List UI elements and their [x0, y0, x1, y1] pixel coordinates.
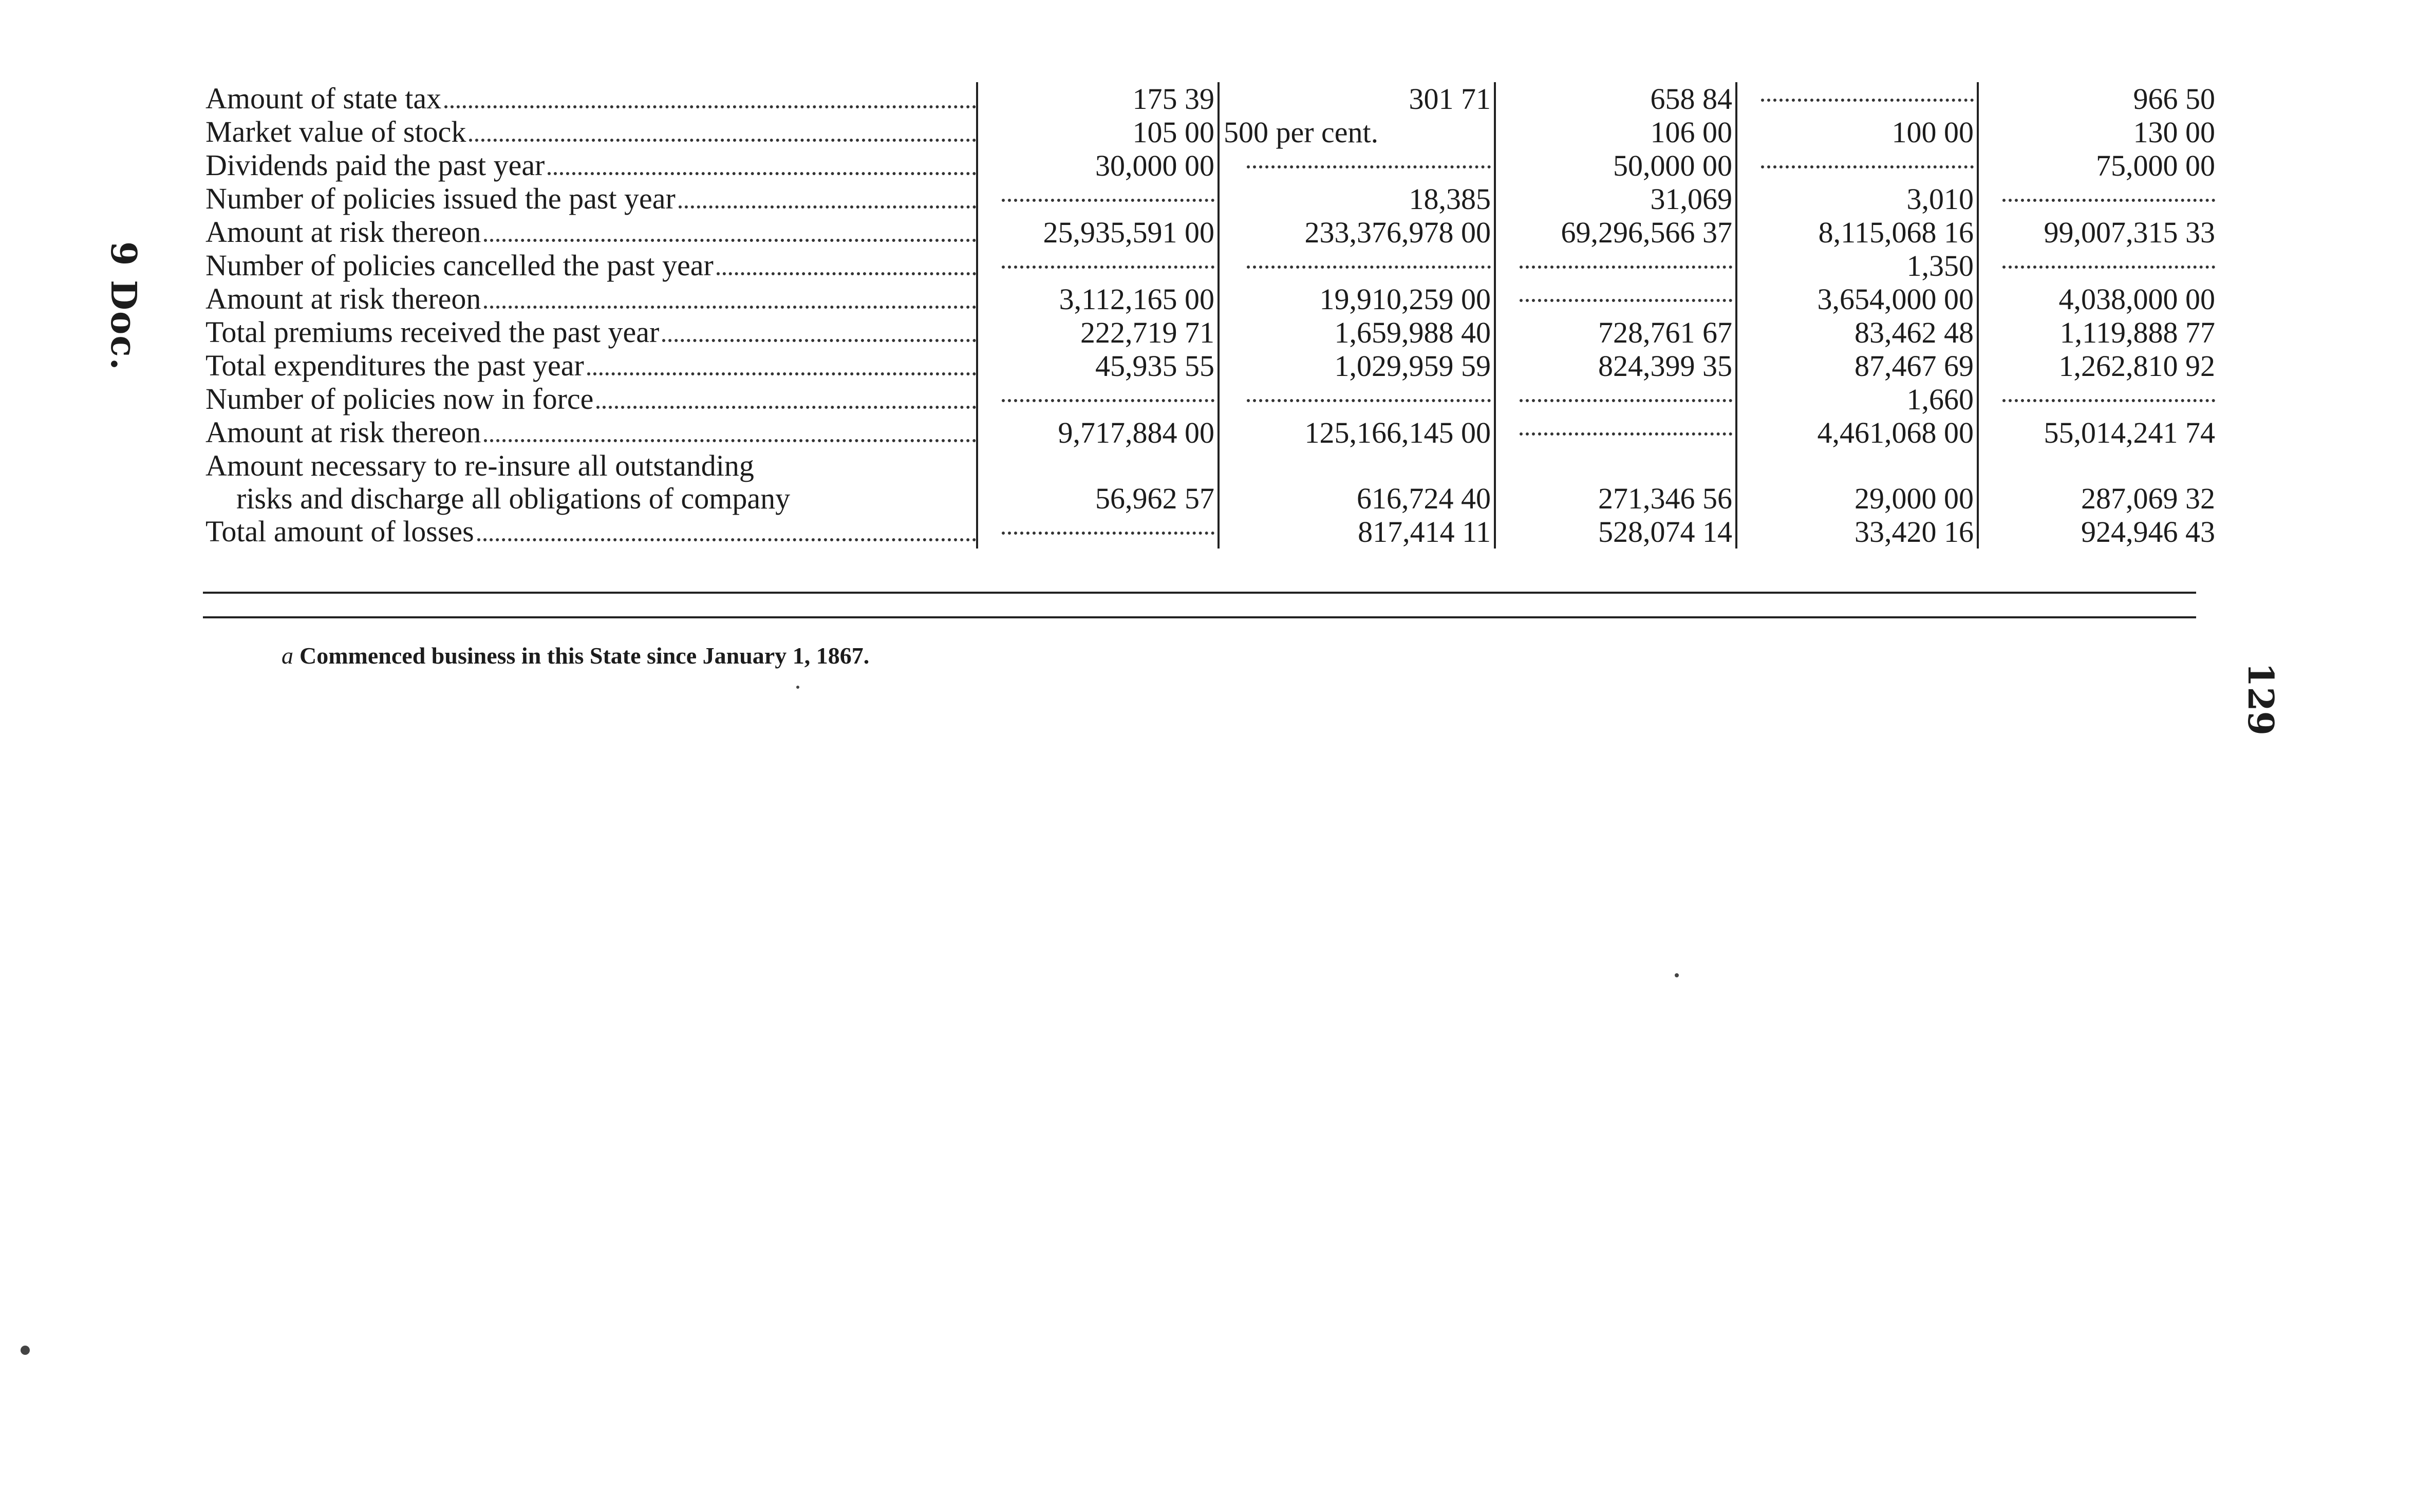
value-cell: 69,296,566 37 [1495, 216, 1736, 249]
row-cell-empty [977, 449, 1219, 482]
table-bottom-rule-double [203, 616, 2196, 618]
table-row [205, 116, 2218, 149]
page-speck [1675, 973, 1679, 977]
row-label [205, 116, 977, 149]
label-with-leader [205, 216, 976, 249]
footnote-text: Commenced business in this State since January 1, 1867. [299, 642, 870, 669]
dot-leader [1520, 399, 1732, 402]
row-label-text: Total expenditures the past year [205, 349, 587, 382]
value-cell: 1,119,888 77 [2059, 316, 2215, 349]
value-cell: 1,659,988 40 [1219, 316, 1495, 349]
dot-leader [596, 406, 976, 409]
row-label [205, 249, 977, 282]
dot-leader-cell [1219, 383, 1495, 416]
dot-leader [484, 439, 976, 442]
row-label [205, 282, 977, 316]
dot-leader [484, 306, 976, 309]
row-label-text: Market value of stock [205, 116, 469, 148]
value-cell: 130 00 [2133, 116, 2215, 149]
dot-leader-cell [1495, 282, 1736, 316]
value-cell: 616,724 40 [1219, 482, 1495, 515]
dot-leader-cell [1736, 82, 1978, 116]
dot-leader-cell [977, 515, 1219, 549]
dot-leader [679, 205, 976, 209]
table-row [205, 249, 2218, 282]
row-label [205, 349, 977, 383]
page-speck [21, 1346, 30, 1355]
value-cell: 125,166,145 00 [1219, 416, 1495, 449]
dot-leader [1247, 165, 1491, 168]
value-cell: 175 39 [977, 82, 1219, 116]
table-row [205, 282, 2218, 316]
value-cell: 9,717,884 00 [977, 416, 1219, 449]
value-cell: 3,010 [1736, 182, 1978, 216]
row-label-text: Total premiums received the past year [205, 316, 662, 349]
value-cell: 3,654,000 00 [1736, 282, 1978, 316]
value-cell: 924,946 43 [2081, 515, 2215, 549]
row-label: Amount necessary to re-insure all outstanding [205, 449, 977, 482]
table-row [205, 216, 2218, 249]
side-label: 9 Doc. [103, 241, 144, 371]
row-label-text: Total amount of losses [205, 515, 477, 548]
value-cell: 30,000 00 [977, 149, 1219, 182]
value-cell: 658 84 [1495, 82, 1736, 116]
value-cell: 83,462 48 [1736, 316, 1978, 349]
value-cell: 824,399 35 [1495, 349, 1736, 383]
value-cell: 528,074 14 [1495, 515, 1736, 549]
dot-leader [2002, 199, 2215, 202]
value-cell: 33,420 16 [1736, 515, 1978, 549]
value-cell: 18,385 [1219, 182, 1495, 216]
row-label [205, 416, 977, 449]
dot-leader-cell [1978, 383, 2218, 416]
row-label [205, 182, 977, 216]
dot-leader [2002, 266, 2215, 269]
footnote-marker: a [282, 642, 293, 669]
dot-leader [717, 272, 976, 275]
value-cell: 271,346 56 [1495, 482, 1736, 515]
label-with-leader [205, 383, 976, 416]
label-with-leader [205, 515, 976, 549]
page-speck [796, 686, 799, 689]
statistics-table [205, 82, 2218, 549]
value-cell: 50,000 00 [1495, 149, 1736, 182]
dot-leader-cell [1736, 149, 1978, 182]
dot-leader [1247, 399, 1491, 402]
table-row [205, 515, 2218, 549]
value-cell: 3,112,165 00 [977, 282, 1219, 316]
row-label-text: Amount of state tax [205, 82, 444, 115]
row-cell-empty [1978, 449, 2218, 482]
value-cell: 1,660 [1736, 383, 1978, 416]
value-cell: 75,000 00 [2096, 149, 2215, 182]
dot-leader [662, 339, 976, 342]
value-cell: 25,935,591 00 [977, 216, 1219, 249]
statistics-table-body [205, 82, 2218, 549]
value-cell: 45,935 55 [977, 349, 1219, 383]
value-cell: 99,007,315 33 [2044, 216, 2215, 249]
row-label-text: Number of policies now in force [205, 383, 596, 415]
dot-leader [587, 372, 976, 375]
value-cell: 1,350 [1736, 249, 1978, 282]
row-label-continued: risks and discharge all obligations of company [205, 482, 977, 515]
table-row [205, 82, 2218, 116]
dot-leader [1520, 432, 1732, 436]
label-with-leader [205, 116, 976, 149]
value-cell: 287,069 32 [2081, 482, 2215, 515]
row-label [205, 82, 977, 116]
row-label [205, 515, 977, 549]
dot-leader-cell [977, 249, 1219, 282]
dot-leader [1520, 299, 1732, 302]
row-label-text: Amount at risk thereon [205, 282, 484, 315]
dot-leader-cell [1978, 182, 2218, 216]
dot-leader [469, 139, 976, 142]
dot-leader [484, 239, 976, 242]
row-label-text: Amount at risk thereon [205, 416, 484, 449]
dot-leader [444, 105, 976, 108]
dot-leader [1002, 266, 1214, 269]
value-cell: 100 00 [1736, 116, 1978, 149]
row-label-text: Dividends paid the past year [205, 149, 548, 182]
value-cell: 222,719 71 [977, 316, 1219, 349]
value-cell: 8,115,068 16 [1736, 216, 1978, 249]
table-row [205, 316, 2218, 349]
dot-leader-cell [1219, 149, 1495, 182]
table-row [205, 449, 2218, 482]
value-cell: 1,262,810 92 [2058, 349, 2215, 383]
page-number: 129 [2240, 663, 2281, 735]
dot-leader-cell [1495, 249, 1736, 282]
value-cell: 4,461,068 00 [1736, 416, 1978, 449]
dot-leader [548, 172, 976, 175]
row-label [205, 383, 977, 416]
dot-leader [1247, 266, 1491, 269]
label-with-leader [205, 149, 976, 182]
label-with-leader [205, 182, 976, 216]
dot-leader [1761, 99, 1974, 102]
dot-leader [1002, 399, 1214, 402]
dot-leader-cell [977, 182, 1219, 216]
value-cell: 55,014,241 74 [2044, 416, 2215, 449]
value-cell: 31,069 [1495, 182, 1736, 216]
dot-leader [477, 538, 976, 541]
dot-leader-cell [977, 383, 1219, 416]
dot-leader [1520, 266, 1732, 269]
label-with-leader [205, 349, 976, 383]
row-cell-empty [1736, 449, 1978, 482]
value-cell: 500 per cent. [1219, 116, 1495, 149]
table-row [205, 349, 2218, 383]
row-cell-empty [1495, 449, 1736, 482]
label-with-leader [205, 282, 976, 316]
dot-leader [1002, 199, 1214, 202]
label-with-leader [205, 249, 976, 282]
label-with-leader [205, 316, 976, 349]
table-row [205, 482, 2218, 515]
table-row [205, 149, 2218, 182]
dot-leader [1002, 532, 1214, 535]
value-cell: 966 50 [2133, 82, 2215, 116]
dot-leader [2002, 399, 2215, 402]
row-cell-empty [1219, 449, 1495, 482]
label-with-leader [205, 416, 976, 449]
row-label-text: Number of policies issued the past year [205, 182, 679, 215]
row-label-text: Amount at risk thereon [205, 216, 484, 249]
row-label [205, 316, 977, 349]
value-cell: 87,467 69 [1736, 349, 1978, 383]
dot-leader-cell [1495, 383, 1736, 416]
value-cell: 817,414 11 [1219, 515, 1495, 549]
value-cell: 301 71 [1219, 82, 1495, 116]
label-with-leader [205, 82, 976, 116]
dot-leader-cell [1495, 416, 1736, 449]
dot-leader-cell [1219, 249, 1495, 282]
table-row [205, 383, 2218, 416]
table-row [205, 416, 2218, 449]
table-row [205, 182, 2218, 216]
row-label [205, 149, 977, 182]
value-cell: 105 00 [977, 116, 1219, 149]
table-bottom-rule [203, 592, 2196, 594]
row-label-text: Number of policies cancelled the past year [205, 249, 717, 282]
footnote [282, 642, 869, 669]
value-cell: 29,000 00 [1736, 482, 1978, 515]
row-label [205, 216, 977, 249]
value-cell: 19,910,259 00 [1219, 282, 1495, 316]
dot-leader [1761, 165, 1974, 168]
value-cell: 106 00 [1495, 116, 1736, 149]
value-cell: 1,029,959 59 [1219, 349, 1495, 383]
value-cell: 4,038,000 00 [2058, 282, 2215, 316]
dot-leader-cell [1978, 249, 2218, 282]
value-cell: 56,962 57 [977, 482, 1219, 515]
value-cell: 728,761 67 [1495, 316, 1736, 349]
value-cell: 233,376,978 00 [1219, 216, 1495, 249]
